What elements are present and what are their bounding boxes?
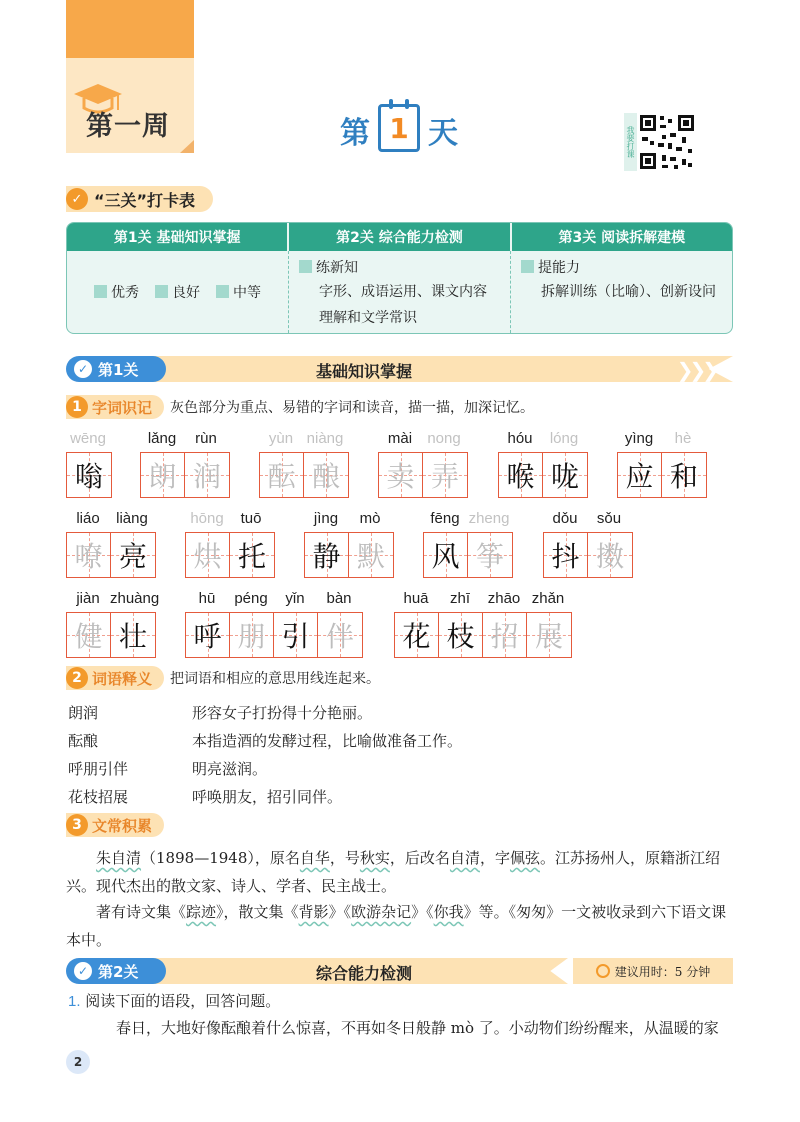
- word-grid: [185, 590, 363, 658]
- character-glyph: 和: [669, 460, 698, 493]
- trace-character[interactable]: [186, 533, 230, 577]
- pinyin: zhǎn: [531, 590, 565, 607]
- question-number: 1.: [68, 993, 81, 1010]
- character-glyph: 托: [237, 540, 266, 573]
- highlight-term: 欧游杂记: [351, 903, 412, 921]
- page-number: 2: [66, 1050, 90, 1074]
- subsection-1-title: 字词识记: [92, 398, 153, 417]
- pinyin: rùn: [195, 430, 217, 447]
- pinyin: lǎng: [147, 430, 177, 447]
- check-col-2-label: 练新知: [316, 260, 358, 276]
- suggested-time: [573, 958, 733, 984]
- level-1-title: 基础知识掌握: [316, 362, 413, 381]
- pinyin: tuō: [240, 510, 262, 527]
- pinyin: jiàn: [76, 590, 100, 607]
- clock-icon: [596, 964, 610, 978]
- pinyin-row: [394, 590, 572, 612]
- check-col-2-text: 字形、成语运用、课文内容理解和文学常识: [319, 284, 487, 326]
- tian-grid: [140, 452, 230, 498]
- word-grid: [378, 430, 468, 498]
- vocab-meaning[interactable]: 明亮滋润。: [192, 759, 268, 778]
- vocab-row: [68, 726, 462, 754]
- character-glyph: 弄: [430, 460, 459, 493]
- vocab-meaning[interactable]: 本指造酒的发酵过程，比喻做准备工作。: [192, 731, 463, 750]
- pinyin: liáo: [76, 510, 100, 527]
- check-table: [66, 222, 733, 334]
- vocab-meaning[interactable]: 呼唤朋友，招引同伴。: [192, 787, 343, 806]
- checkbox-icon[interactable]: [155, 285, 168, 298]
- tian-grid: [259, 452, 349, 498]
- author-name: 朱自清: [96, 849, 142, 867]
- week-title: 第一周: [86, 111, 170, 142]
- level-1-bar: [66, 356, 733, 382]
- pinyin: jìng: [313, 510, 339, 527]
- highlight-term: 背影: [298, 903, 329, 921]
- pinyin: zhuàng: [110, 590, 160, 607]
- check-col-3: [511, 251, 732, 333]
- pinyin: wēng: [70, 430, 106, 447]
- pinyin: yìng: [624, 430, 654, 447]
- highlight-term: 踪迹: [186, 903, 217, 921]
- character-glyph: 应: [625, 460, 654, 493]
- trace-character[interactable]: [527, 613, 571, 657]
- question-1: [68, 990, 280, 1011]
- subsection-2-desc: 把词语和相应的意思用线连起来。: [170, 671, 381, 687]
- character: [618, 453, 662, 497]
- subsection-3-number: 3: [66, 814, 88, 836]
- tian-grid: [66, 532, 156, 578]
- highlight-term: 佩弦: [509, 849, 540, 867]
- text-run: 》《: [328, 903, 352, 921]
- trace-character[interactable]: [423, 453, 467, 497]
- pinyin-row: [543, 510, 633, 532]
- subsection-3-tag: [66, 813, 164, 837]
- text-run: ，字: [479, 849, 510, 867]
- day-prefix: 第: [340, 116, 370, 151]
- vocab-word[interactable]: 呼朋引伴: [68, 759, 129, 778]
- level-2-pill-text: 第2关: [98, 962, 139, 981]
- tian-grid: [617, 452, 707, 498]
- character-glyph: 筝: [475, 540, 504, 573]
- pinyin-row: [378, 430, 468, 452]
- pinyin-row: [304, 510, 394, 532]
- character-glyph: 花: [402, 620, 431, 653]
- level-2-bar: [66, 958, 733, 984]
- pinyin: hè: [674, 430, 692, 447]
- tian-grid: [66, 452, 112, 498]
- pinyin: hōng: [190, 510, 224, 527]
- check-table-header: [67, 223, 732, 251]
- literary-paragraph-2: [66, 898, 734, 954]
- character-glyph: 展: [534, 620, 563, 653]
- level-2-title: 综合能力检测: [316, 964, 413, 983]
- pinyin-row: [185, 590, 363, 612]
- check-col-1-head: 第1关 基础知识掌握: [67, 223, 289, 251]
- pinyin: fēng: [430, 510, 460, 527]
- trace-character[interactable]: [260, 453, 304, 497]
- pinyin: zhī: [449, 590, 470, 607]
- pinyin: yùn: [268, 430, 294, 447]
- pinyin: sǒu: [596, 510, 622, 527]
- pinyin: zheng: [468, 510, 510, 527]
- pinyin: péng: [234, 590, 268, 607]
- character: [274, 613, 318, 657]
- trace-character[interactable]: [230, 613, 274, 657]
- character-glyph: 喉: [506, 460, 535, 493]
- trace-character[interactable]: [468, 533, 512, 577]
- character: [186, 613, 230, 657]
- pinyin: hū: [198, 590, 216, 607]
- character-glyph: 酿: [311, 460, 340, 493]
- text-run: ，后改名: [389, 849, 450, 867]
- text-run: 》等。《匆匆》一文被收录到六下语文课本中。: [66, 903, 727, 949]
- rating-options: [67, 251, 289, 333]
- pinyin: hóu: [507, 430, 533, 447]
- text-run: 。江苏扬州人，原籍浙江绍兴。现代杰出的散文家、诗人、学者、民主战士。: [66, 849, 720, 895]
- character: [67, 453, 111, 497]
- pinyin-row: [259, 430, 349, 452]
- trace-character[interactable]: [379, 453, 423, 497]
- check-table-title-text: “三关”打卡表: [94, 190, 196, 210]
- pinyin: yǐn: [285, 590, 305, 607]
- pinyin-row: [423, 510, 513, 532]
- trace-character[interactable]: [483, 613, 527, 657]
- tian-grid: [185, 612, 363, 658]
- check-table-body: [67, 251, 732, 333]
- pinyin: dǒu: [552, 510, 578, 527]
- tian-grid: [394, 612, 572, 658]
- week-fold: [180, 140, 194, 153]
- question-1-passage: 春日，大地好像酝酿着什么惊喜，不再如冬日般静 mò 了。小动物们纷纷醒来，从温暖的家: [116, 1019, 719, 1037]
- day-title: [340, 100, 458, 152]
- pinyin: bàn: [326, 590, 352, 607]
- character-glyph: 引: [281, 620, 310, 653]
- tian-grid: [498, 452, 588, 498]
- character-glyph: 抖: [551, 540, 580, 573]
- character: [230, 533, 274, 577]
- word-grid: [394, 590, 572, 658]
- word-grid: [423, 510, 513, 578]
- checkbox-icon[interactable]: [299, 260, 312, 273]
- tian-grid: [543, 532, 633, 578]
- highlight-term: 自华: [299, 849, 330, 867]
- character: [395, 613, 439, 657]
- check-circle-icon: ✓: [66, 188, 88, 210]
- rating-medium[interactable]: [216, 282, 261, 302]
- subsection-2-tag: [66, 666, 164, 690]
- character-glyph: 亮: [118, 540, 147, 573]
- tian-grid: [304, 532, 394, 578]
- word-grid: [617, 430, 707, 498]
- trace-character[interactable]: [67, 613, 111, 657]
- character-glyph: 烘: [193, 540, 222, 573]
- character-glyph: 壮: [118, 620, 147, 653]
- tian-grid: [66, 612, 156, 658]
- tian-grid: [378, 452, 468, 498]
- character: [499, 453, 543, 497]
- level-1-pill-text: 第1关: [98, 360, 139, 379]
- vocab-row: [68, 782, 462, 810]
- trace-character[interactable]: [141, 453, 185, 497]
- trace-character[interactable]: [349, 533, 393, 577]
- checkbox-icon[interactable]: [216, 285, 229, 298]
- character-glyph: 嘹: [74, 540, 103, 573]
- word-grid: [498, 430, 588, 498]
- character-glyph: 咙: [550, 460, 579, 493]
- day-suffix: 天: [428, 116, 458, 151]
- level-1-bar-bg: [126, 356, 733, 382]
- subsection-3-heading: [66, 813, 164, 837]
- pinyin: mài: [387, 430, 413, 447]
- level-2-pill: [66, 958, 166, 984]
- subsection-2-number: 2: [66, 667, 88, 689]
- check-col-3-text: 拆解训练（比喻）、创新设问: [541, 284, 716, 300]
- day-number: 1: [389, 111, 409, 145]
- check-icon: ✓: [74, 962, 92, 980]
- character: [111, 533, 155, 577]
- character-glyph: 润: [192, 460, 221, 493]
- check-col-3-label: 提能力: [538, 260, 580, 276]
- character-glyph: 健: [74, 620, 103, 653]
- rating-label: 良好: [172, 285, 200, 301]
- character-glyph: 朗: [148, 460, 177, 493]
- character: [424, 533, 468, 577]
- character-glyph: 擞: [595, 540, 624, 573]
- qr-code-icon[interactable]: [638, 113, 696, 171]
- literary-paragraph-1: [66, 844, 734, 900]
- subsection-2-heading: [66, 666, 380, 690]
- character-glyph: 默: [356, 540, 385, 573]
- rating-excellent[interactable]: [94, 282, 139, 302]
- word-grid: [66, 430, 112, 498]
- highlight-term: 你我: [433, 903, 464, 921]
- chevrons-icon: ❯❯❯: [676, 358, 715, 382]
- pinyin: nong: [427, 430, 461, 447]
- pinyin-row: [66, 510, 156, 532]
- qr-caption: 我要打课: [624, 113, 637, 171]
- character-glyph: 卖: [386, 460, 415, 493]
- rating-good[interactable]: [155, 282, 200, 302]
- subsection-1-tag: [66, 395, 164, 419]
- character: [111, 613, 155, 657]
- vocab-matching: [68, 698, 462, 810]
- word-grid: [543, 510, 633, 578]
- pinyin-row: [66, 590, 160, 612]
- word-grid: [66, 590, 160, 658]
- character-glyph: 朋: [237, 620, 266, 653]
- word-grid: [304, 510, 394, 578]
- character-glyph: 招: [490, 620, 519, 653]
- vocab-word[interactable]: 花枝招展: [68, 787, 129, 806]
- trace-character[interactable]: [67, 533, 111, 577]
- text-run: （1898—1948），原名: [141, 849, 300, 867]
- subsection-1-desc: 灰色部分为重点、易错的字词和读音，描一描，加深记忆。: [170, 400, 535, 416]
- header-orange-tab: [66, 0, 194, 58]
- text-run: 》，散文集《: [216, 903, 299, 921]
- vocab-row: [68, 754, 462, 782]
- checkbox-icon[interactable]: [94, 285, 107, 298]
- check-col-2-head: 第2关 综合能力检测: [289, 223, 511, 251]
- text-run: 著有诗文集《: [96, 903, 187, 921]
- pinyin-row: [498, 430, 588, 452]
- character-glyph: 伴: [325, 620, 354, 653]
- character: [305, 533, 349, 577]
- character: [662, 453, 706, 497]
- pinyin: zhāo: [487, 590, 521, 607]
- subsection-1-heading: [66, 395, 534, 419]
- word-grid: [259, 430, 349, 498]
- trace-character[interactable]: [304, 453, 348, 497]
- vocab-meaning[interactable]: 形容女子打扮得十分艳丽。: [192, 703, 373, 722]
- character: [543, 453, 587, 497]
- pinyin-row: [617, 430, 707, 452]
- pinyin-row: [66, 430, 112, 452]
- word-grid: [140, 430, 230, 498]
- character-glyph: 呼: [193, 620, 222, 653]
- trace-character[interactable]: [185, 453, 229, 497]
- trace-character[interactable]: [588, 533, 632, 577]
- check-icon: ✓: [74, 360, 92, 378]
- vocab-row: [68, 698, 462, 726]
- character: [544, 533, 588, 577]
- character-glyph: 风: [431, 540, 460, 573]
- checkbox-icon[interactable]: [521, 260, 534, 273]
- level-1-pill: [66, 356, 166, 382]
- word-grid: [66, 510, 156, 578]
- check-col-3-head: 第3关 阅读拆解建模: [512, 223, 732, 251]
- rating-label: 中等: [233, 285, 261, 301]
- pinyin: lóng: [549, 430, 579, 447]
- character-glyph: 静: [312, 540, 341, 573]
- check-table-title: [66, 186, 213, 212]
- character: [439, 613, 483, 657]
- question-text: 阅读下面的语段，回答问题。: [85, 992, 281, 1010]
- pinyin-row: [140, 430, 230, 452]
- pinyin: liàng: [116, 510, 148, 527]
- pinyin: mò: [359, 510, 381, 527]
- character-glyph: 酝: [267, 460, 296, 493]
- check-col-2: [289, 251, 511, 333]
- pinyin: huā: [403, 590, 429, 607]
- tian-grid: [423, 532, 513, 578]
- calendar-icon: [378, 104, 420, 152]
- tian-grid: [185, 532, 275, 578]
- rating-label: 优秀: [111, 285, 139, 301]
- vocab-word[interactable]: 酝酿: [68, 731, 99, 750]
- word-grid: [185, 510, 275, 578]
- subsection-1-number: 1: [66, 396, 88, 418]
- subsection-3-title: 文常积累: [92, 816, 153, 835]
- suggested-time-text: 建议用时：5 分钟: [614, 964, 711, 979]
- pinyin-row: [185, 510, 275, 532]
- character-glyph: 嗡: [74, 460, 103, 493]
- trace-character[interactable]: [318, 613, 362, 657]
- pinyin: niàng: [306, 430, 344, 447]
- text-run: ，号: [329, 849, 360, 867]
- text-run: 》《: [411, 903, 434, 921]
- highlight-term: 秋实: [359, 849, 390, 867]
- highlight-term: 自清: [449, 849, 480, 867]
- character-glyph: 枝: [446, 620, 475, 653]
- subsection-2-title: 词语释义: [92, 669, 153, 688]
- vocab-word[interactable]: 朗润: [68, 703, 99, 722]
